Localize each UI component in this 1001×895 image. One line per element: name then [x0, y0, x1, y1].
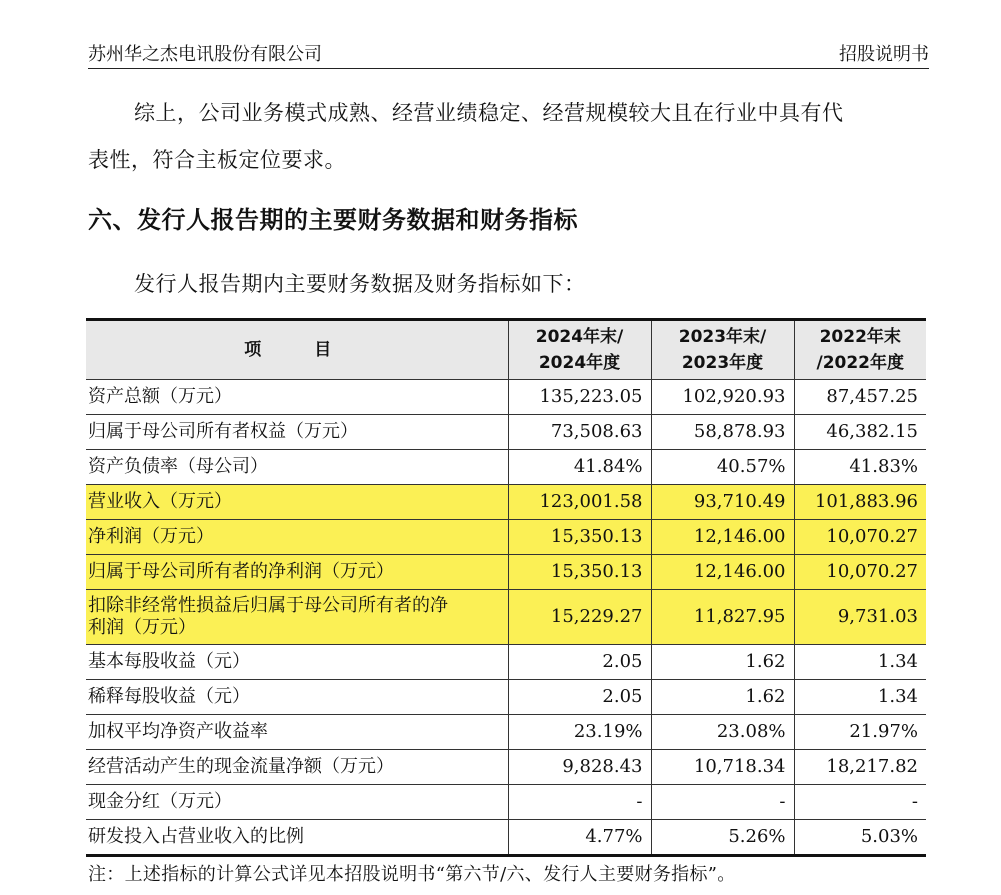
value-2024: 15,350.13 [508, 520, 651, 555]
value-2024: 15,350.13 [508, 555, 651, 590]
header-item: 项 目 [86, 320, 508, 380]
table-row [86, 645, 926, 680]
header-2023-line2: 2023年度 [681, 353, 764, 373]
value-2023: 93,710.49 [651, 485, 794, 520]
value-2024: 2.05 [508, 680, 651, 715]
value-2022: 46,382.15 [794, 415, 926, 450]
summary-line-1: 综上，公司业务模式成熟、经营业绩稳定、经营规模较大且在行业中具有代 [134, 101, 844, 125]
value-2022: - [794, 785, 926, 820]
header-2024-line2: 2024年度 [538, 353, 621, 373]
table-row [86, 450, 926, 485]
value-2023: 1.62 [651, 680, 794, 715]
table-header-row [86, 320, 926, 380]
row-label: 经营活动产生的现金流量净额（万元） [86, 750, 508, 785]
value-2022: 18,217.82 [794, 750, 926, 785]
table-row-highlighted [86, 520, 926, 555]
value-2023: 12,146.00 [651, 520, 794, 555]
value-2022: 1.34 [794, 680, 926, 715]
value-2024: 73,508.63 [508, 415, 651, 450]
row-label: 资产总额（万元） [86, 380, 508, 415]
row-label: 加权平均净资产收益率 [86, 715, 508, 750]
document-type: 招股说明书 [839, 44, 929, 65]
row-label: 基本每股收益（元） [86, 645, 508, 680]
value-2024: 41.84% [508, 450, 651, 485]
table-row [86, 785, 926, 820]
value-2022: 5.03% [794, 820, 926, 856]
value-2024: 15,229.27 [508, 590, 651, 645]
table-row [86, 380, 926, 415]
value-2022: 101,883.96 [794, 485, 926, 520]
value-2022: 1.34 [794, 645, 926, 680]
header-2023-line1: 2023年末/ [678, 327, 767, 347]
value-2022: 41.83% [794, 450, 926, 485]
header-2022-line1: 2022年末 [819, 327, 901, 347]
row-label: 归属于母公司所有者权益（万元） [86, 415, 508, 450]
value-2024: - [508, 785, 651, 820]
value-2023: 58,878.93 [651, 415, 794, 450]
row-label-line1: 扣除非经常性损益后归属于母公司所有者的净 [88, 595, 448, 616]
value-2023: 1.62 [651, 645, 794, 680]
table-row [86, 820, 926, 856]
row-label-line2: 利润（万元） [88, 617, 196, 638]
value-2024: 23.19% [508, 715, 651, 750]
value-2024: 2.05 [508, 645, 651, 680]
value-2022: 9,731.03 [794, 590, 926, 645]
value-2023: 40.57% [651, 450, 794, 485]
value-2022: 10,070.27 [794, 520, 926, 555]
row-label: 资产负债率（母公司） [86, 450, 508, 485]
table-row-highlighted [86, 485, 926, 520]
summary-line-2: 表性，符合主板定位要求。 [88, 148, 346, 172]
table-row [86, 750, 926, 785]
value-2023: 23.08% [651, 715, 794, 750]
header-2022 [794, 320, 926, 380]
table-row-highlighted [86, 590, 926, 645]
header-2024-line1: 2024年末/ [535, 327, 624, 347]
value-2024: 4.77% [508, 820, 651, 856]
summary-paragraph [88, 90, 929, 184]
table-intro: 发行人报告期内主要财务数据及财务指标如下： [134, 272, 586, 296]
header-2022-line2: /2022年度 [816, 353, 905, 373]
row-label: 归属于母公司所有者的净利润（万元） [86, 555, 508, 590]
table-row [86, 415, 926, 450]
row-label [86, 590, 508, 645]
value-2023: 10,718.34 [651, 750, 794, 785]
table-row-highlighted [86, 555, 926, 590]
value-2022: 21.97% [794, 715, 926, 750]
row-label: 净利润（万元） [86, 520, 508, 555]
header-2024 [508, 320, 651, 380]
financial-data-table [86, 318, 926, 857]
section-title: 六、发行人报告期的主要财务数据和财务指标 [88, 206, 578, 234]
row-label: 稀释每股收益（元） [86, 680, 508, 715]
value-2024: 123,001.58 [508, 485, 651, 520]
value-2023: 12,146.00 [651, 555, 794, 590]
row-label: 研发投入占营业收入的比例 [86, 820, 508, 856]
value-2023: 102,920.93 [651, 380, 794, 415]
value-2022: 10,070.27 [794, 555, 926, 590]
table-row [86, 680, 926, 715]
value-2022: 87,457.25 [794, 380, 926, 415]
company-name: 苏州华之杰电讯股份有限公司 [88, 44, 322, 65]
page-header [88, 38, 929, 69]
value-2024: 135,223.05 [508, 380, 651, 415]
table-row [86, 715, 926, 750]
row-label: 现金分红（万元） [86, 785, 508, 820]
value-2023: - [651, 785, 794, 820]
table-footnote: 注：上述指标的计算公式详见本招股说明书“第六节/六、发行人主要财务指标”。 [88, 864, 736, 885]
row-label: 营业收入（万元） [86, 485, 508, 520]
value-2023: 5.26% [651, 820, 794, 856]
value-2023: 11,827.95 [651, 590, 794, 645]
header-2023 [651, 320, 794, 380]
value-2024: 9,828.43 [508, 750, 651, 785]
